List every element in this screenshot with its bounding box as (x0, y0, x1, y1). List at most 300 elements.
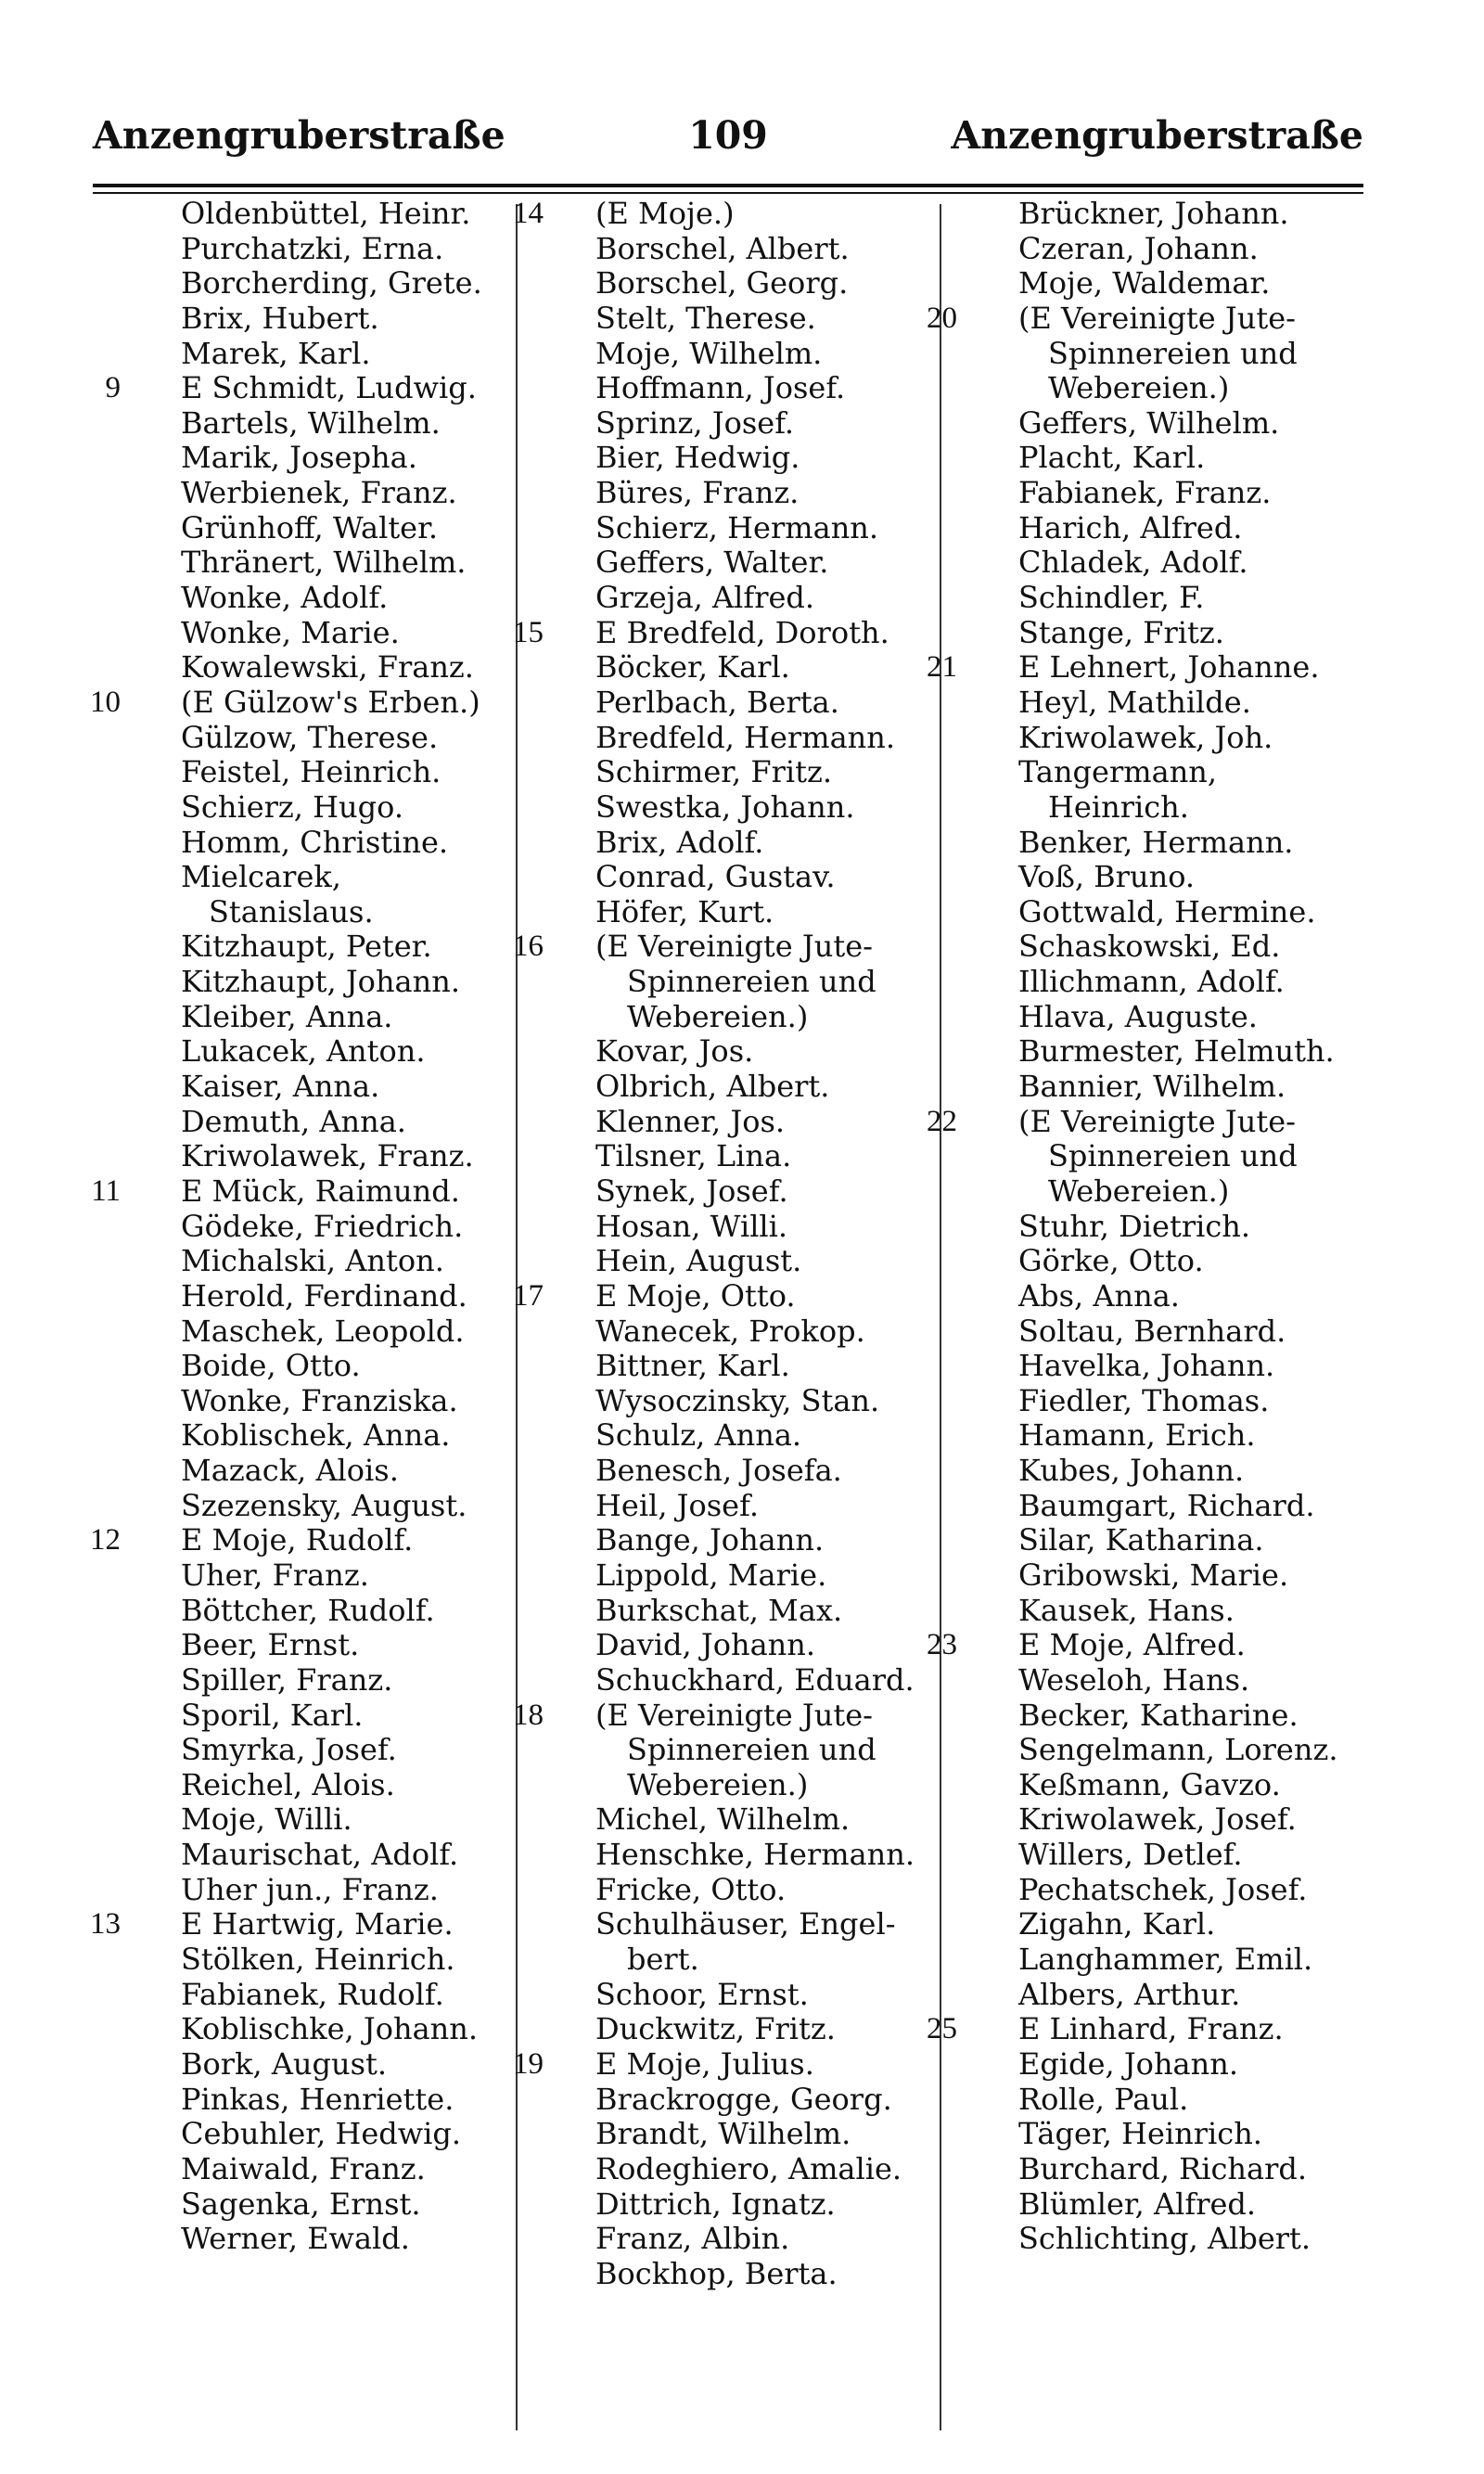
resident-name: Täger, Heinrich. (1018, 2116, 1262, 2152)
resident-line (111, 441, 538, 476)
resident-line (525, 301, 952, 337)
resident-line (939, 1314, 1365, 1350)
resident-line (525, 1558, 952, 1594)
house-entry-line (513, 929, 952, 965)
resident-name: Brix, Hubert. (181, 300, 379, 336)
resident-name: Stanislaus. (209, 893, 374, 929)
house-entry-line (90, 1906, 538, 1942)
resident-name: Brandt, Wilhelm. (595, 2116, 851, 2152)
resident-line (939, 1802, 1365, 1838)
resident-line (111, 616, 538, 651)
resident-line (525, 1838, 952, 1873)
resident-name: (E Vereinigte Jute- (1018, 1103, 1296, 1139)
resident-name: Michalski, Anton. (181, 1243, 444, 1279)
resident-line (525, 2152, 952, 2187)
resident-name: Reichel, Alois. (181, 1766, 395, 1802)
resident-line (525, 2083, 952, 2118)
header-rule-thin (93, 192, 1363, 194)
resident-name: Spinnereien und (627, 1732, 876, 1768)
resident-name: Synek, Josef. (595, 1173, 788, 1209)
resident-line (525, 511, 952, 546)
resident-name: Grzeja, Alfred. (595, 580, 815, 616)
continuation-line (939, 1139, 1365, 1174)
resident-name: Burchard, Richard. (1018, 2150, 1308, 2186)
resident-line (939, 1070, 1365, 1105)
resident-line (525, 2117, 952, 2152)
resident-line (939, 2222, 1365, 2257)
resident-line (939, 1978, 1365, 2013)
resident-line (111, 266, 538, 301)
resident-name: Böcker, Karl. (595, 649, 790, 686)
resident-line (939, 1594, 1365, 1629)
resident-line (525, 790, 952, 826)
resident-name: Marek, Karl. (181, 335, 371, 371)
resident-name: Bartels, Wilhelm. (181, 404, 441, 441)
resident-name: Herold, Ferdinand. (181, 1277, 467, 1314)
resident-line (525, 755, 952, 790)
house-entry-line (927, 300, 1365, 337)
resident-name: Wanecek, Prokop. (595, 1313, 865, 1349)
house-number: 20 (927, 301, 957, 335)
resident-name: Höfer, Kurt. (595, 893, 774, 929)
resident-name: Kriwolawek, Joh. (1018, 719, 1273, 755)
resident-name: E Moje, Julius. (595, 2045, 814, 2082)
resident-name: Stelt, Therese. (595, 300, 816, 336)
resident-line (939, 511, 1365, 546)
resident-name: Gribowski, Marie. (1018, 1557, 1289, 1593)
resident-line (111, 790, 538, 826)
resident-name: Böttcher, Rudolf. (181, 1592, 435, 1628)
page-header (93, 113, 1363, 169)
resident-line (525, 1978, 952, 2013)
resident-name: Sprinz, Josef. (595, 404, 795, 441)
resident-name: David, Johann. (595, 1627, 816, 1663)
resident-name: Harich, Alfred. (1018, 509, 1243, 545)
resident-line (111, 1454, 538, 1489)
house-number: 12 (90, 1523, 121, 1557)
resident-line (111, 1418, 538, 1454)
resident-name: Fabianek, Rudolf. (181, 1976, 444, 2012)
resident-line (111, 1802, 538, 1838)
resident-line (525, 1489, 952, 1524)
resident-line (939, 1768, 1365, 1803)
resident-name: Mazack, Alois. (181, 1453, 399, 1489)
house-entry-line (513, 1277, 952, 1314)
resident-line (939, 1907, 1365, 1942)
resident-name: Kubes, Johann. (1018, 1453, 1245, 1489)
resident-name: Burkschat, Max. (595, 1592, 843, 1628)
house-number: 25 (927, 2012, 957, 2046)
resident-line (525, 2222, 952, 2257)
resident-name: Chladek, Adolf. (1018, 545, 1248, 581)
resident-name: Brix, Adolf. (595, 824, 764, 860)
resident-line (111, 2117, 538, 2152)
resident-line (939, 406, 1365, 442)
resident-line (939, 232, 1365, 267)
resident-line (939, 581, 1365, 616)
resident-name: Bredfeld, Hermann. (595, 719, 896, 755)
resident-name: Silar, Katharina. (1018, 1522, 1264, 1558)
house-entry-line (91, 1173, 538, 1210)
resident-name: Brackrogge, Georg. (595, 2081, 892, 2117)
resident-name: Kleiber, Anna. (181, 998, 393, 1034)
resident-line (111, 1558, 538, 1594)
resident-line (111, 232, 538, 267)
house-entry-line (513, 2045, 952, 2083)
resident-name: Tilsner, Lina. (595, 1138, 792, 1174)
continuation-line (939, 790, 1365, 826)
resident-line (111, 2012, 538, 2047)
resident-name: Schaskowski, Ed. (1018, 929, 1281, 965)
resident-line (939, 1942, 1365, 1978)
resident-name: Büres, Franz. (595, 475, 800, 511)
resident-line (525, 371, 952, 406)
resident-name: Kriwolawek, Franz. (181, 1138, 474, 1174)
resident-line (111, 1489, 538, 1524)
resident-line (111, 1349, 538, 1384)
resident-line (939, 1000, 1365, 1035)
resident-name: Lukacek, Anton. (181, 1033, 426, 1070)
resident-name: E Hartwig, Marie. (181, 1906, 454, 1942)
resident-name: Hlava, Auguste. (1018, 998, 1258, 1034)
resident-line (111, 965, 538, 1000)
resident-name: Demuth, Anna. (181, 1103, 406, 1139)
resident-name: Schlichting, Albert. (1018, 2221, 1311, 2257)
resident-line (525, 895, 952, 930)
resident-line (525, 1070, 952, 1105)
resident-name: Beer, Ernst. (181, 1627, 360, 1663)
resident-line (111, 1070, 538, 1105)
resident-line (525, 1139, 952, 1174)
resident-name: Boide, Otto. (181, 1348, 361, 1384)
house-entry-line (927, 1103, 1365, 1140)
resident-line (939, 476, 1365, 511)
resident-name: Weseloh, Hans. (1018, 1661, 1250, 1698)
resident-name: Abs, Anna. (1018, 1277, 1180, 1314)
resident-name: Spinnereien und (1048, 1138, 1298, 1174)
column-1 (90, 196, 538, 2257)
resident-line (525, 1244, 952, 1279)
resident-name: Perlbach, Berta. (595, 684, 839, 720)
resident-name: Sporil, Karl. (181, 1697, 364, 1733)
resident-line (111, 2047, 538, 2083)
resident-name: Henschke, Hermann. (595, 1837, 915, 1873)
resident-name: Blümler, Alfred. (1018, 2186, 1257, 2222)
resident-name: Moje, Wilhelm. (595, 335, 823, 371)
resident-line (939, 2152, 1365, 2187)
resident-name: (E Moje.) (595, 196, 735, 231)
resident-line (111, 1314, 538, 1350)
house-number: 10 (90, 685, 121, 719)
resident-name: E Mück, Raimund. (181, 1173, 460, 1209)
house-entry-line (927, 2011, 1365, 2047)
resident-line (939, 1384, 1365, 1419)
resident-line (939, 1873, 1365, 1908)
resident-name: E Bredfeld, Doroth. (595, 614, 889, 650)
resident-name: Kausek, Hans. (1018, 1592, 1235, 1628)
resident-line (525, 1523, 952, 1558)
resident-name: Schirmer, Fritz. (595, 754, 833, 790)
continuation-line (111, 895, 538, 930)
resident-name: Grünhoff, Walter. (181, 509, 439, 545)
resident-line (525, 826, 952, 861)
resident-line (939, 197, 1365, 232)
house-entry-line (90, 684, 538, 721)
resident-name: Stölken, Heinrich. (181, 1942, 455, 1978)
resident-line (525, 860, 952, 895)
resident-line (111, 1384, 538, 1419)
resident-name: Hein, August. (595, 1243, 802, 1279)
column-3 (927, 196, 1365, 2257)
house-number: 21 (927, 650, 957, 685)
resident-name: Schulz, Anna. (595, 1417, 802, 1454)
resident-line (939, 1349, 1365, 1384)
resident-name: Moje, Waldemar. (1018, 265, 1271, 301)
house-number: 23 (927, 1628, 957, 1662)
resident-line (525, 2012, 952, 2047)
column-2 (513, 196, 952, 2291)
resident-line (525, 2187, 952, 2223)
resident-name: E Moje, Otto. (595, 1277, 796, 1314)
resident-line (111, 1942, 538, 1978)
resident-line (525, 1907, 952, 1942)
resident-name: Kowalewski, Franz. (181, 649, 474, 686)
resident-name: Heil, Josef. (595, 1487, 759, 1523)
resident-line (525, 650, 952, 686)
resident-name: Havelka, Johann. (1018, 1348, 1275, 1384)
house-entry-line (105, 370, 538, 406)
resident-line (939, 1698, 1365, 1734)
resident-name: Conrad, Gustav. (595, 859, 836, 895)
resident-line (525, 1628, 952, 1663)
resident-name: Smyrka, Josef. (181, 1732, 397, 1768)
resident-line (939, 2047, 1365, 2083)
resident-line (525, 1663, 952, 1698)
house-number: 14 (513, 197, 544, 230)
resident-line (525, 1349, 952, 1384)
resident-name: Michel, Wilhelm. (595, 1801, 851, 1838)
resident-name: Görke, Otto. (1018, 1243, 1204, 1279)
house-number: 19 (513, 2046, 544, 2081)
resident-name: Schulhäuser, Engel- (595, 1906, 896, 1942)
resident-name: Kriwolawek, Josef. (1018, 1801, 1297, 1838)
resident-name: Kaiser, Anna. (181, 1069, 380, 1105)
resident-name: Olbrich, Albert. (595, 1069, 830, 1105)
resident-line (939, 1279, 1365, 1314)
resident-name: Egide, Johann. (1018, 2045, 1239, 2082)
resident-line (111, 755, 538, 790)
resident-name: Oldenbüttel, Heinr. (181, 196, 471, 231)
resident-line (939, 2187, 1365, 2223)
resident-name: Szezensky, August. (181, 1487, 467, 1523)
resident-name: Maschek, Leopold. (181, 1313, 465, 1349)
house-number: 15 (513, 615, 544, 649)
resident-name: Maiwald, Franz. (181, 2150, 426, 2186)
resident-name: Bork, August. (181, 2045, 388, 2082)
resident-name: Bannier, Wilhelm. (1018, 1069, 1286, 1105)
resident-name: Pechatschek, Josef. (1018, 1871, 1308, 1907)
resident-line (111, 2152, 538, 2187)
resident-name: Fabianek, Franz. (1018, 475, 1272, 511)
resident-name: Kitzhaupt, Peter. (181, 929, 432, 965)
resident-name: Albers, Arthur. (1018, 1976, 1241, 2012)
resident-line (111, 2222, 538, 2257)
resident-name: Stange, Fritz. (1018, 614, 1224, 650)
house-number: 9 (105, 371, 121, 405)
resident-name: Rodeghiero, Amalie. (595, 2150, 902, 2186)
house-number: 16 (513, 929, 544, 964)
resident-line (939, 1558, 1365, 1594)
resident-line (111, 197, 538, 232)
resident-line (939, 929, 1365, 965)
resident-line (939, 545, 1365, 581)
resident-line (111, 1663, 538, 1698)
continuation-line (525, 1733, 952, 1768)
resident-name: Duckwitz, Fritz. (595, 2011, 836, 2047)
resident-name: Fricke, Otto. (595, 1871, 787, 1907)
resident-name: Spinnereien und (1048, 335, 1298, 371)
resident-name: Illichmann, Adolf. (1018, 964, 1285, 1000)
continuation-line (525, 965, 952, 1000)
resident-line (111, 1210, 538, 1245)
resident-name: Kovar, Jos. (595, 1033, 754, 1070)
header-rule-thick (93, 184, 1363, 187)
resident-line (525, 1802, 952, 1838)
resident-line (525, 1594, 952, 1629)
resident-name: Gödeke, Friedrich. (181, 1208, 464, 1244)
resident-name: E Lehnert, Johanne. (1018, 649, 1320, 686)
resident-line (525, 686, 952, 721)
resident-name: Klenner, Jos. (595, 1103, 786, 1139)
resident-name: Hamann, Erich. (1018, 1417, 1256, 1454)
resident-name: Placht, Karl. (1018, 440, 1206, 476)
resident-line (939, 895, 1365, 930)
resident-name: Koblischek, Anna. (181, 1417, 451, 1454)
resident-name: Stuhr, Dietrich. (1018, 1208, 1251, 1244)
resident-name: Franz, Albin. (595, 2221, 790, 2257)
house-number: 18 (513, 1698, 544, 1732)
continuation-line (525, 1942, 952, 1978)
resident-name: Brückner, Johann. (1018, 196, 1289, 231)
resident-line (939, 2117, 1365, 2152)
resident-line (939, 266, 1365, 301)
resident-line (111, 337, 538, 372)
resident-name: Fiedler, Thomas. (1018, 1382, 1270, 1418)
resident-name: E Moje, Rudolf. (181, 1522, 414, 1558)
resident-line (525, 1314, 952, 1350)
resident-name: Bier, Hedwig. (595, 440, 800, 476)
resident-name: Dittrich, Ignatz. (595, 2186, 836, 2222)
resident-line (525, 1384, 952, 1419)
resident-name: E Schmidt, Ludwig. (181, 370, 477, 406)
resident-name: Webereien.) (1048, 370, 1230, 406)
resident-name: Schierz, Hermann. (595, 509, 879, 545)
resident-line (525, 476, 952, 511)
resident-line (525, 581, 952, 616)
resident-line (939, 1838, 1365, 1873)
resident-line (111, 929, 538, 965)
resident-name: Bange, Johann. (595, 1522, 825, 1558)
resident-line (939, 1210, 1365, 1245)
resident-line (525, 1174, 952, 1210)
running-head-left: Anzengruberstraße (93, 113, 505, 158)
house-entry-line (513, 1697, 952, 1734)
resident-name: Becker, Katharine. (1018, 1697, 1298, 1733)
resident-line (525, 1210, 952, 1245)
resident-name: Sengelmann, Lorenz. (1018, 1732, 1338, 1768)
resident-line (939, 1663, 1365, 1698)
resident-name: Schierz, Hugo. (181, 788, 403, 825)
continuation-line (939, 1174, 1365, 1210)
house-entry-line (927, 1627, 1365, 1663)
resident-line (939, 1244, 1365, 1279)
resident-name: Webereien.) (627, 1766, 809, 1802)
resident-name: Schindler, F. (1018, 580, 1205, 616)
resident-line (939, 1454, 1365, 1489)
resident-line (111, 1034, 538, 1070)
resident-name: Schuckhard, Eduard. (595, 1661, 915, 1698)
resident-line (939, 616, 1365, 651)
resident-name: Bockhop, Berta. (595, 2255, 838, 2291)
resident-name: Benker, Hermann. (1018, 824, 1294, 860)
resident-name: Homm, Christine. (181, 824, 449, 860)
house-number: 17 (513, 1278, 544, 1313)
resident-name: Willers, Detlef. (1018, 1837, 1243, 1873)
resident-name: Borschel, Albert. (595, 230, 850, 266)
resident-line (939, 755, 1365, 790)
resident-name: Wonke, Adolf. (181, 580, 389, 616)
resident-name: Gülzow, Therese. (181, 719, 439, 755)
resident-name: Kitzhaupt, Johann. (181, 964, 461, 1000)
page-number: 109 (688, 113, 768, 158)
continuation-line (939, 337, 1365, 372)
resident-name: Schoor, Ernst. (595, 1976, 809, 2012)
house-entry-line (90, 1522, 538, 1558)
resident-line (939, 965, 1365, 1000)
resident-line (111, 721, 538, 756)
resident-line (111, 1733, 538, 1768)
resident-line (111, 2083, 538, 2118)
house-entry-line (927, 649, 1365, 686)
running-head-right: Anzengruberstraße (951, 113, 1363, 158)
resident-name: Lippold, Marie. (595, 1557, 827, 1593)
resident-name: E Linhard, Franz. (1018, 2011, 1284, 2047)
resident-line (939, 860, 1365, 895)
resident-name: Wysoczinsky, Stan. (595, 1382, 880, 1418)
resident-line (939, 2083, 1365, 2118)
resident-name: Borcherding, Grete. (181, 265, 482, 301)
resident-line (939, 1733, 1365, 1768)
resident-line (525, 232, 952, 267)
resident-line (939, 441, 1365, 476)
resident-name: Heyl, Mathilde. (1018, 684, 1251, 720)
resident-name: Keßmann, Gavzo. (1018, 1766, 1281, 1802)
resident-name: Voß, Bruno. (1018, 859, 1196, 895)
resident-name: Burmester, Helmuth. (1018, 1033, 1335, 1070)
resident-line (939, 1523, 1365, 1558)
resident-name: Langhammer, Emil. (1018, 1942, 1313, 1978)
resident-name: (E Vereinigte Jute- (595, 1697, 873, 1733)
resident-line (939, 721, 1365, 756)
resident-line (111, 1000, 538, 1035)
resident-name: Bittner, Karl. (595, 1348, 790, 1384)
resident-name: Marik, Josepha. (181, 440, 417, 476)
resident-name: Uher jun., Franz. (181, 1871, 439, 1907)
resident-name: Soltau, Bernhard. (1018, 1313, 1286, 1349)
resident-line (525, 1034, 952, 1070)
resident-name: (E Gülzow's Erben.) (181, 684, 480, 720)
resident-name: E Moje, Alfred. (1018, 1627, 1246, 1663)
